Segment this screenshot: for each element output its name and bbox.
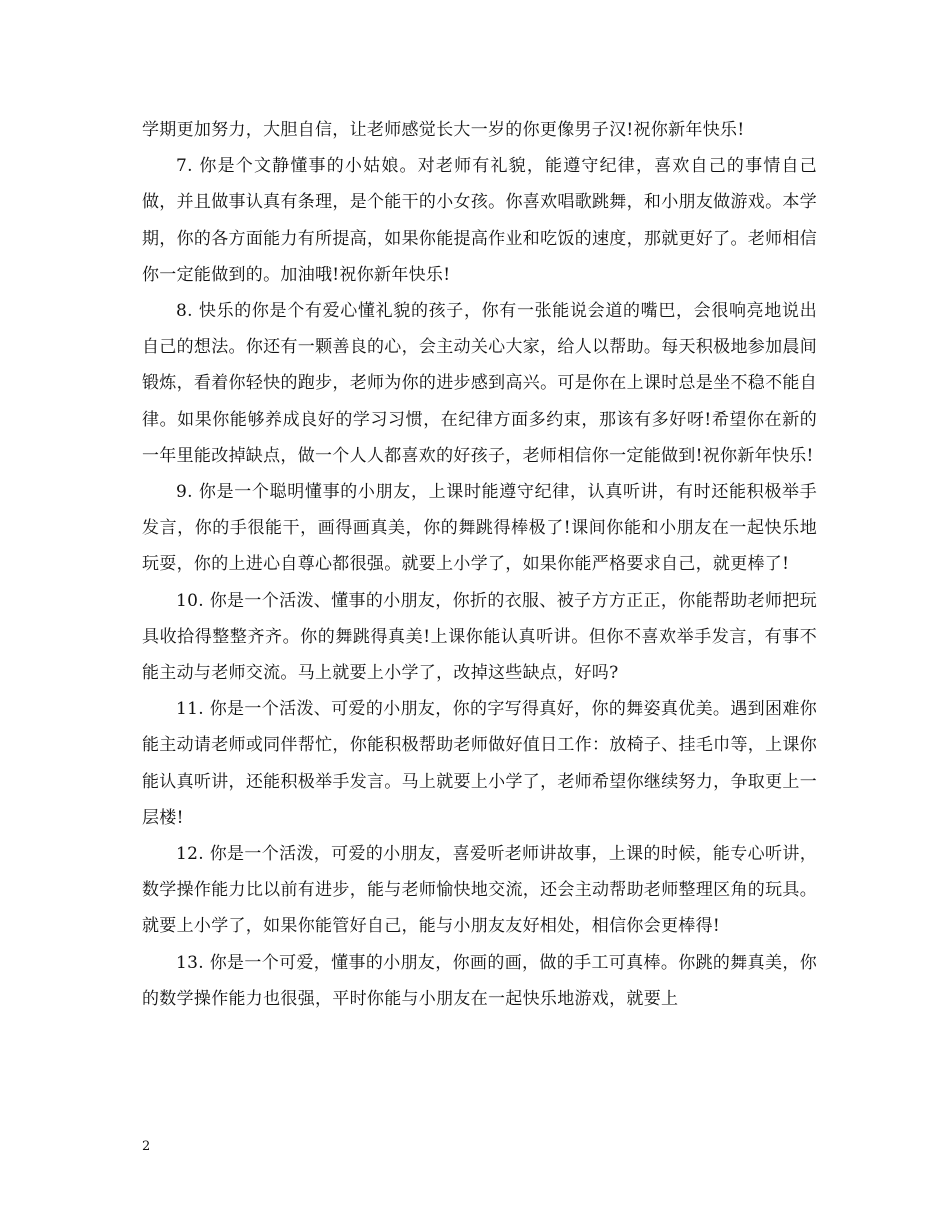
document-body [142,112,817,1017]
paragraph-item-7: 7. 你是个文静懂事的小姑娘。对老师有礼貌，能遵守纪律，喜欢自己的事情自己做，并且做事认真有条理，是个能干的小女孩。你喜欢唱歌跳舞，和小朋友做游戏。本学期，你的各方面能力有所提高，如果你能提高作业和吃饭的速度，那就更好了。老师相信你一定能做到的。加油哦!祝你新年快乐! [142,156,817,285]
paragraph-item-12: 12. 你是一个活泼，可爱的小朋友，喜爱听老师讲故事，上课的时候，能专心听讲，数学操作能力比以前有进步，能与老师愉快地交流，还会主动帮助老师整理区角的玩具。就要上小学了，如果你能管好自己，能与小朋友友好相处，相信你会更棒得! [142,844,817,937]
paragraph-item-8: 8. 快乐的你是个有爱心懂礼貌的孩子，你有一张能说会道的嘴巴，会很响亮地说出自己的想法。你还有一颗善良的心，会主动关心大家，给人以帮助。每天积极地参加晨间锻炼，看着你轻快的跑步，老师为你的进步感到高兴。可是你在上课时总是坐不稳不能自律。如果你能够养成良好的学习习惯，在纪律方面多约束，那该有多好呀!希望你在新的一年里能改掉缺点，做一个人人都喜欢的好孩子，老师相信你一定能做到!祝你新年快乐! [142,301,817,466]
paragraph-item-13: 13. 你是一个可爱，懂事的小朋友，你画的画，做的手工可真棒。你跳的舞真美，你的数学操作能力也很强，平时你能与小朋友在一起快乐地游戏，就要上 [142,952,817,1009]
paragraph-continuation: 学期更加努力，大胆自信，让老师感觉长大一岁的你更像男子汉!祝你新年快乐! [142,120,745,140]
paragraph-item-10: 10. 你是一个活泼、懂事的小朋友，你折的衣服、被子方方正正，你能帮助老师把玩具收拾得整整齐齐。你的舞跳得真美!上课你能认真听讲。但你不喜欢举手发言，有事不能主动与老师交流。马上就要上小学了，改掉这些缺点，好吗? [142,590,817,684]
page-number: 2 [142,1139,151,1154]
paragraph-item-11: 11. 你是一个活泼、可爱的小朋友，你的字写得真好，你的舞姿真优美。遇到困难你能主动请老师或同伴帮忙，你能积极帮助老师做好值日工作：放椅子、挂毛巾等，上课你能认真听讲，还能积极举手发言。马上就要上小学了，老师希望你继续努力，争取更上一层楼! [142,699,817,828]
paragraph-item-9: 9. 你是一个聪明懂事的小朋友，上课时能遵守纪律，认真听讲，有时还能积极举手发言，你的手很能干，画得画真美，你的舞跳得棒极了!课间你能和小朋友在一起快乐地玩耍，你的上进心自尊心都很强。就要上小学了，如果你能严格要求自己，就更棒了! [142,482,817,575]
